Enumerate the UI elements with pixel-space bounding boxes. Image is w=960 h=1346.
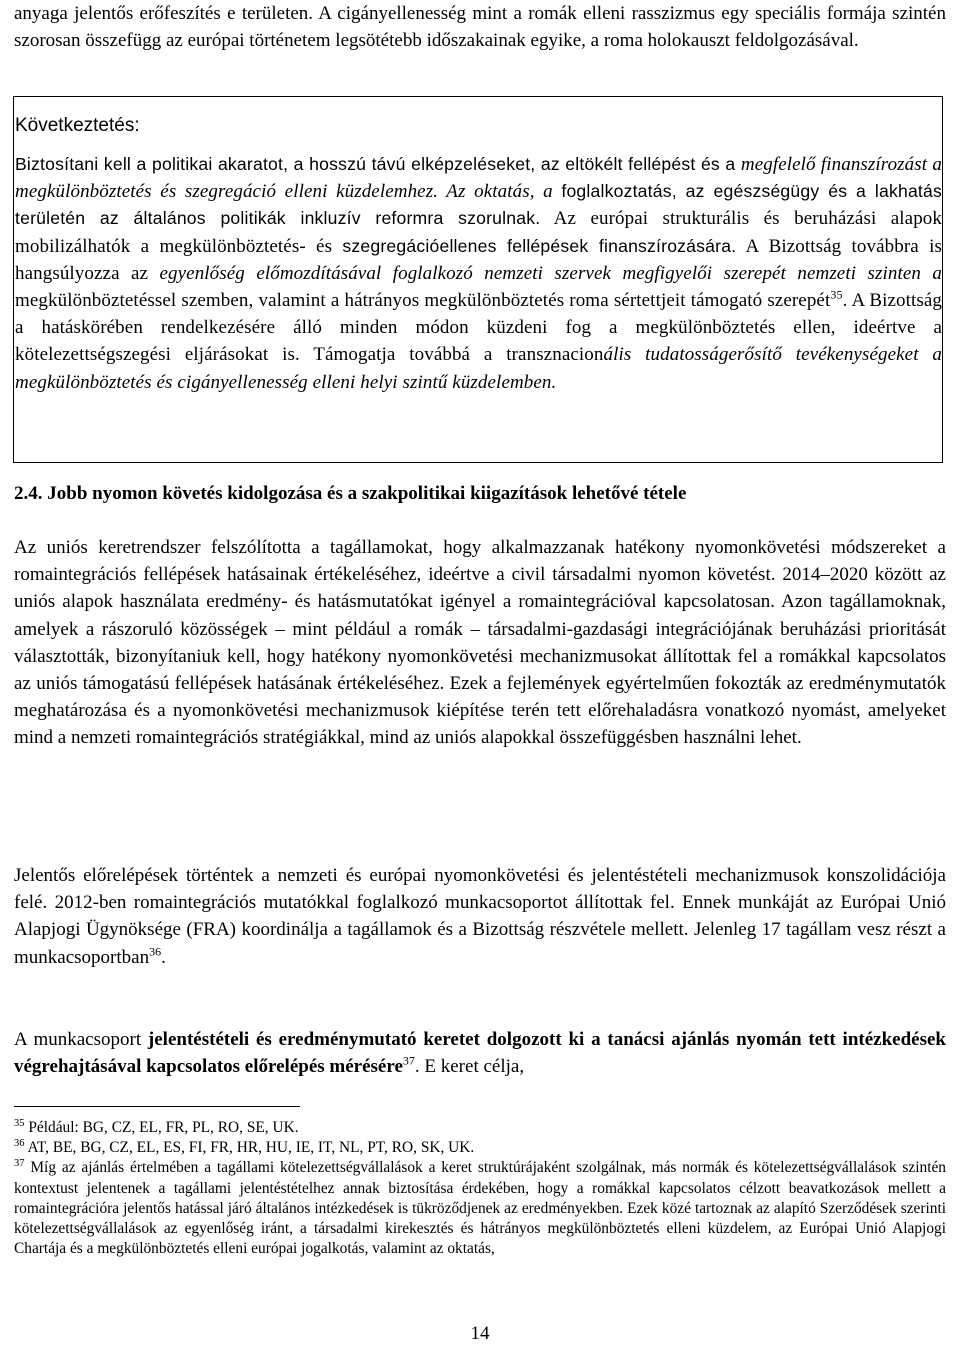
conclusion-text-segment: egyenlőség előmozdításával foglalkozó nemzeti szervek megfigyelői szerepét nemzeti szinten a xyxy=(159,262,942,284)
conclusion-text-segment: . A Bizottság a hatáskörében rendelkezésére álló minden módon küzdeni fog a megkülönböztetés ellen, ideértve a kötelezettségszegési eljárásokat is. Támogatja továbbá a transznacion xyxy=(15,290,943,366)
footnote-number: 35 xyxy=(14,1117,25,1129)
conclusion-text-segment: szegregációellenes fellépések finanszírozására. xyxy=(342,235,737,256)
body-paragraph-1: Az uniós keretrendszer felszólította a tagállamokat, hogy alkalmazzanak hatékony nyomonkövetési módszereket a romaintegrációs fellépések hatásainak értékeléséhez, ideértve a civil társadalmi nyomon követést. 2014–2020 között az uniós alapok használata eredmény- és hatásmutatókat igényel a romaintegrációval kapcsolatosan. Azon tagállamoknak, amelyek a rászoruló közösségek – mint például a romák – társadalmi-gazdasági integrációjának beruházási prioritását választották, bizonyítaniuk kell, hogy hatékony nyomonkövetési mechanizmusokat állítottak fel a romákkal kapcsolatos az uniós támogatású fellépések hatásának értékeléséhez. Ezek a fejlemények egyértelműen fokozták az eredménymutatók meghatározása és a nyomonkövetési mechanizmusok kiépítése terén tett előrehaladásra vonatkozó nyomást, amelyeket mind a nemzeti romaintegrációs stratégiákkal, mind az uniós alapokkal összefüggésben használni lehet. xyxy=(14,537,946,749)
conclusion-text-segment: Biztosítani kell a politikai akaratot, a hosszú távú elképzeléseket, az eltökélt fellépést és a xyxy=(15,154,741,174)
footnote-37 xyxy=(14,1158,946,1259)
conclusion-text-segment: A Bizottság továbbra is hangsúlyozza az xyxy=(15,235,942,284)
body-paragraph-3-pre: A munkacsoport xyxy=(14,1029,148,1050)
section-title: 2.4. Jobb nyomon követés kidolgozása és a szakpolitikai kiigazítások lehetővé tétele xyxy=(14,483,687,504)
body-paragraph-2 xyxy=(14,862,946,971)
conclusion-heading: Következtetés: xyxy=(15,115,140,136)
footnote-number: 37 xyxy=(14,1158,25,1170)
footnote-ref-35[interactable]: 35 xyxy=(830,287,843,302)
footnote-35 xyxy=(14,1118,946,1138)
intro-paragraph: anyaga jelentős erőfeszítés e területen. A cigányellenesség mint a romák elleni rasszizmus egy speciális formája szintén szorosan összefügg az európai történetem legsötétebb időszakainak egyike, a roma holokauszt feldolgozásával. xyxy=(14,3,946,52)
footnote-text: AT, BE, BG, CZ, EL, ES, FI, FR, HR, HU, IE, IT, NL, PT, RO, SK, UK. xyxy=(24,1139,475,1157)
footnote-ref-36[interactable]: 36 xyxy=(149,944,162,959)
page-number: 14 xyxy=(470,1323,490,1344)
footnote-text: Míg az ajánlás értelmében a tagállami kötelezettségvállalások a keret struktúrájaként szolgálnak, más normák és kötelezettségvállalások szintén kontextust jelentenek a tagállami jelentéstételhez annak biztosítása érdekében, hogy a romákkal kapcsolatos célzott beavatkozások mellett a romaintegrációra jelentős hatással járó általános intézkedések is tükröződjenek az eredményekben. Ezek közé tartoznak az alapító Szerződések szerinti kötelezettségvállalások az egyenlőség iránt, a társadalmi kirekesztés és hátrányos megkülönböztetés elleni küzdelem, az Európai Unió Alapjogi Chartája és a megkülönböztetés elleni európai jogalkotás, valamint az oktatás, xyxy=(14,1159,946,1258)
body-paragraph-2-text: Jelentős előrelépések történtek a nemzeti és európai nyomonkövetési és jelentéstételi mechanizmusok konszolidációja felé. 2012-ben romaintegrációs mutatókkal foglalkozó munkacsoportot állítottak fel. Ennek munkáját az Európai Unió Alapjogi Ügynöksége (FRA) koordinálja a tagállamok és a Bizottság részvétele mellett. Jelenleg 17 tagállam vesz részt a munkacsoportban xyxy=(14,865,946,968)
footnote-36 xyxy=(14,1138,946,1158)
body-paragraph-3-end: . E keret célja, xyxy=(414,1056,525,1078)
conclusion-text-segment: megfelelő finanszírozást a megkülönböztetés és szegregáció elleni küzdelemhez. Az oktatás, a xyxy=(15,154,942,203)
conclusion-text xyxy=(15,151,942,396)
footnote-ref-37[interactable]: 37 xyxy=(402,1053,415,1068)
conclusion-text-segment: foglalkoztatás, az egészségügy és a lakhatás területén az általános politikák inkluzív reformra szorulnak. xyxy=(15,181,942,229)
body-paragraph-3 xyxy=(14,1026,946,1080)
conclusion-box xyxy=(13,96,943,463)
conclusion-text-segment: megkülönböztetéssel szemben, valamint a hátrányos megkülönböztetés roma sértettjeit támogató szerepét xyxy=(15,290,831,312)
body-paragraph-3-bold: jelentéstételi és eredménymutató keretet dolgozott ki a tanácsi ajánlás nyomán tett intézkedések végrehajtásával kapcsolatos előrelépés mérésére xyxy=(14,1029,946,1078)
conclusion-text-segment: Az európai strukturális és beruházási alapok mobilizálhatók a megkülönböztetés- és xyxy=(15,208,942,257)
conclusion-text-segment: ális tudatosságerősítő tevékenységeket a megkülönböztetés és cigányellenesség elleni helyi szintű küzdelemben. xyxy=(15,344,942,393)
footnote-separator xyxy=(14,1106,300,1107)
body-paragraph-2-end: . xyxy=(161,946,166,968)
footnote-number: 36 xyxy=(14,1138,25,1150)
conclusion-box-content xyxy=(14,112,942,396)
footnotes xyxy=(14,1118,946,1259)
footnote-text: Például: BG, CZ, EL, FR, PL, RO, SE, UK. xyxy=(24,1119,299,1136)
